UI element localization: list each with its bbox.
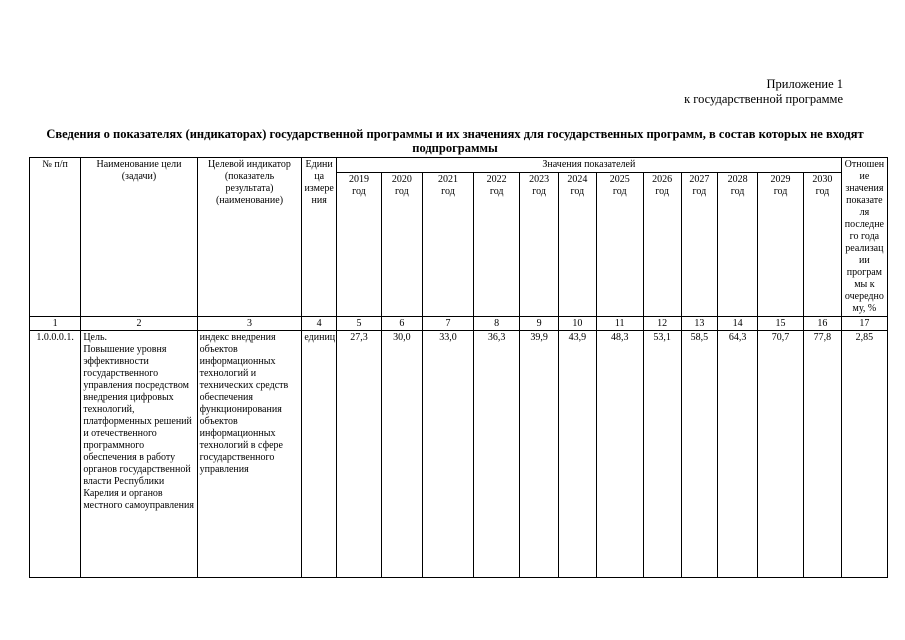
year-header: 2027 год bbox=[681, 173, 718, 317]
year-header: 2028 год bbox=[718, 173, 758, 317]
header-goal: Наименование цели (задачи) bbox=[81, 158, 197, 317]
year-header: 2023 год bbox=[520, 173, 559, 317]
appendix-line-2: к государственной программе bbox=[684, 92, 843, 106]
column-number: 8 bbox=[474, 317, 520, 331]
header-indicator: Целевой индикатор (показатель результата) (наименование) bbox=[197, 158, 302, 317]
column-number: 12 bbox=[643, 317, 681, 331]
year-header: 2025 год bbox=[596, 173, 643, 317]
column-number: 6 bbox=[381, 317, 422, 331]
value-cell: 58,5 bbox=[681, 331, 718, 578]
year-header: 2026 год bbox=[643, 173, 681, 317]
appendix-header bbox=[684, 77, 843, 107]
column-number: 10 bbox=[558, 317, 596, 331]
year-header: 2020 год bbox=[381, 173, 422, 317]
indicator-cell: индекс внедрения объектов информационных технологий и технических средств обеспечения функционирования объектов информационных технологий в сфере государственного управления bbox=[197, 331, 302, 578]
unit-cell: единиц bbox=[302, 331, 337, 578]
column-number: 5 bbox=[336, 317, 381, 331]
column-number-row bbox=[30, 317, 888, 331]
value-cell: 70,7 bbox=[757, 331, 803, 578]
value-cell: 33,0 bbox=[422, 331, 473, 578]
header-values-group: Значения показателей bbox=[336, 158, 841, 173]
value-cell: 43,9 bbox=[558, 331, 596, 578]
column-number: 4 bbox=[302, 317, 337, 331]
table-row bbox=[30, 331, 888, 578]
column-number: 17 bbox=[841, 317, 887, 331]
column-number: 11 bbox=[596, 317, 643, 331]
year-header: 2022 год bbox=[474, 173, 520, 317]
column-number: 15 bbox=[757, 317, 803, 331]
year-header: 2029 год bbox=[757, 173, 803, 317]
goal-text: Повышение уровня эффективности государственного управления посредством внедрения цифровых технологий, платформенных решений и отечественного программного обеспечения в работу органов государственной власти Республики Карелия и органов местного самоуправления bbox=[83, 344, 194, 511]
column-number: 3 bbox=[197, 317, 302, 331]
value-cell: 64,3 bbox=[718, 331, 758, 578]
value-cell: 48,3 bbox=[596, 331, 643, 578]
year-header: 2021 год bbox=[422, 173, 473, 317]
header-unit: Единица измерения bbox=[302, 158, 337, 317]
column-number: 7 bbox=[422, 317, 473, 331]
value-cell: 77,8 bbox=[804, 331, 842, 578]
value-cell: 36,3 bbox=[474, 331, 520, 578]
year-header: 2030 год bbox=[804, 173, 842, 317]
year-header: 2019 год bbox=[336, 173, 381, 317]
value-cell: 39,9 bbox=[520, 331, 559, 578]
value-cell: 27,3 bbox=[336, 331, 381, 578]
value-cell: 30,0 bbox=[381, 331, 422, 578]
year-header: 2024 год bbox=[558, 173, 596, 317]
goal-title: Цель. bbox=[83, 332, 108, 343]
column-number: 14 bbox=[718, 317, 758, 331]
column-number: 2 bbox=[81, 317, 197, 331]
row-number: 1.0.0.0.1. bbox=[30, 331, 81, 578]
value-cell: 53,1 bbox=[643, 331, 681, 578]
header-num: № п/п bbox=[30, 158, 81, 317]
document-title: Сведения о показателях (индикаторах) государственной программы и их значениях для государственных программ, в состав которых не входят подпрограммы bbox=[46, 127, 864, 155]
goal-cell bbox=[81, 331, 197, 578]
ratio-cell: 2,85 bbox=[841, 331, 887, 578]
indicators-table bbox=[29, 157, 888, 578]
column-number: 16 bbox=[804, 317, 842, 331]
column-number: 9 bbox=[520, 317, 559, 331]
header-row-1 bbox=[30, 158, 888, 173]
appendix-line-1: Приложение 1 bbox=[766, 77, 843, 91]
column-number: 13 bbox=[681, 317, 718, 331]
header-ratio: Отношение значения показателя последнего года реализации программы к очередному, % bbox=[841, 158, 887, 317]
column-number: 1 bbox=[30, 317, 81, 331]
